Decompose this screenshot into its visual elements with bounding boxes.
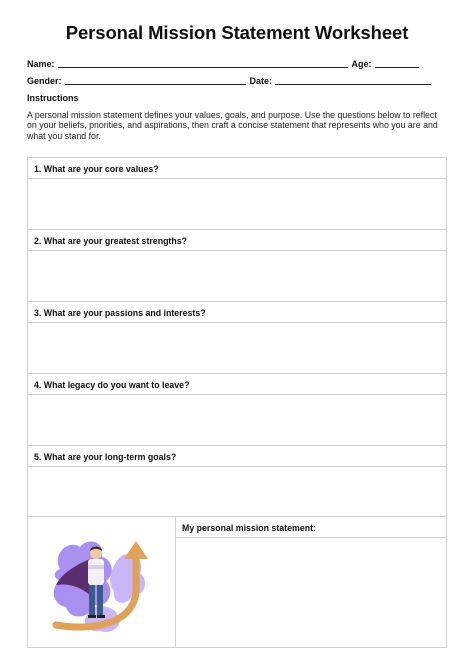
date-field[interactable]: [275, 76, 431, 85]
hero-leg: [97, 585, 103, 615]
arrow-head-icon: [124, 541, 148, 559]
question-5: 5. What are your long-term goals?: [28, 446, 446, 467]
question-block: [28, 302, 446, 323]
name-field[interactable]: [58, 59, 348, 68]
hero-leg: [89, 585, 95, 615]
hero-shoe: [97, 615, 105, 618]
mission-statement-area[interactable]: [176, 539, 446, 647]
instructions-heading: Instructions: [27, 93, 79, 103]
gender-date-row: [27, 72, 447, 86]
hero-shirt: [88, 559, 104, 585]
illustration-cell: [28, 517, 176, 647]
age-label: Age:: [351, 59, 372, 69]
gender-field[interactable]: [65, 76, 246, 85]
question-1: 1. What are your core values?: [28, 158, 446, 179]
name-age-row: [27, 55, 447, 69]
name-label: Name:: [27, 59, 55, 69]
superhero-with-rising-arrow-illustration: [50, 529, 154, 637]
purple-blob-shape: [110, 554, 145, 603]
question-2: 2. What are your greatest strengths?: [28, 230, 446, 251]
question-4: 4. What legacy do you want to leave?: [28, 374, 446, 395]
worksheet-table: [27, 157, 447, 648]
question-block: [28, 230, 446, 251]
question-block: [28, 374, 446, 395]
question-block: [28, 158, 446, 179]
age-field[interactable]: [375, 59, 419, 68]
mission-statement-label: My personal mission statement:: [176, 517, 446, 538]
question-3: 3. What are your passions and interests?: [28, 302, 446, 323]
instructions-text: A personal mission statement defines your values, goals, and purpose. Use the questions below to reflect on your beliefs, priorities, and aspirations, then craft a concise statement that represents who you are and what you stand for.: [27, 110, 438, 141]
gender-label: Gender:: [27, 76, 62, 86]
question-block: [28, 446, 446, 467]
hero-shoe: [88, 615, 96, 618]
worksheet-title: Personal Mission Statement Worksheet: [65, 22, 409, 43]
date-label: Date:: [249, 76, 273, 86]
